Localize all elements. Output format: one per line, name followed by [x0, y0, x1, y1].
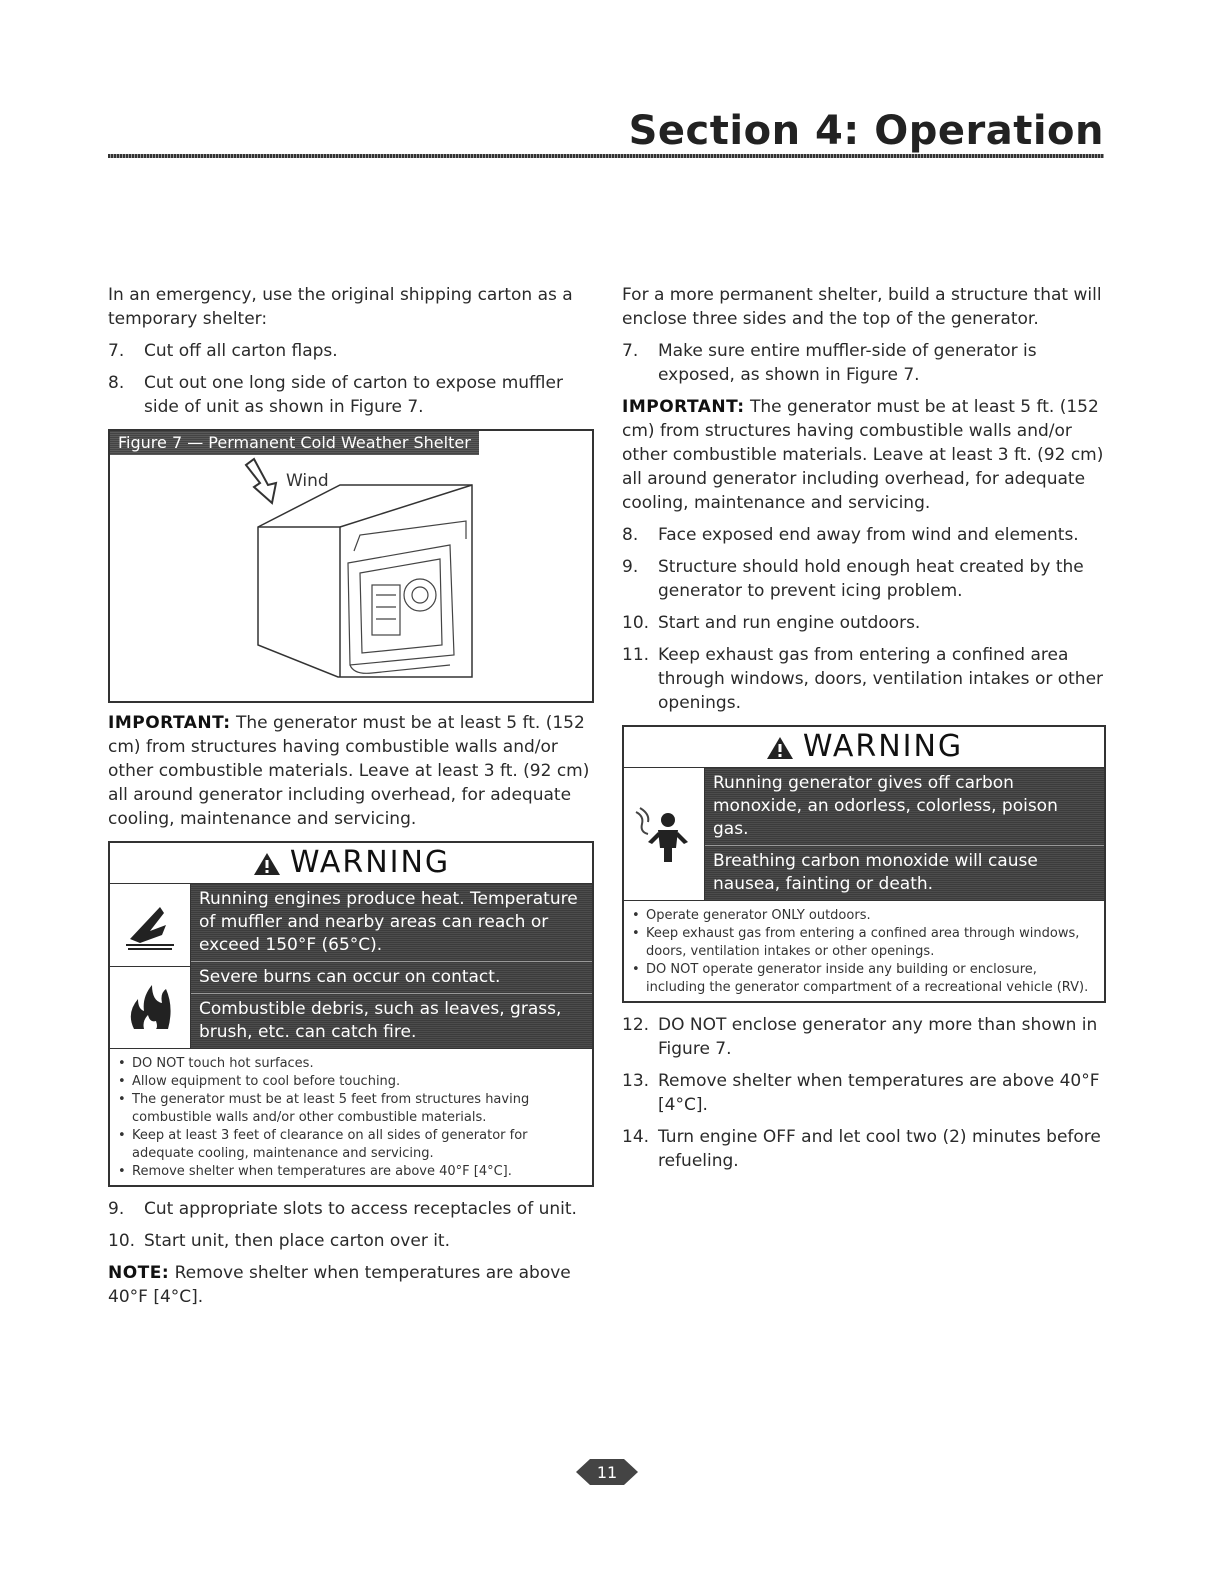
- step-text: Start unit, then place carton over it.: [144, 1231, 450, 1251]
- warning-icons: [110, 884, 191, 1048]
- step-number: 10.: [622, 613, 650, 633]
- step-text: Cut appropriate slots to access receptacles of unit.: [144, 1199, 577, 1219]
- note-text: Remove shelter when temperatures are above 40°F [4°C].: [108, 1263, 571, 1307]
- warning-message: Breathing carbon monoxide will cause nausea, fainting or death.: [705, 845, 1104, 900]
- hot-surface-icon: [110, 884, 190, 966]
- note: [108, 1261, 594, 1309]
- carbon-monoxide-warning-box: [622, 725, 1106, 1003]
- figure-7: [108, 429, 594, 703]
- list-item: [622, 555, 1106, 603]
- step-text: Structure should hold enough heat created by the generator to prevent icing problem.: [658, 557, 1084, 601]
- important-note: [108, 711, 594, 831]
- step-number: 9.: [622, 557, 639, 577]
- step-number: 10.: [108, 1231, 136, 1251]
- step-number: 11.: [622, 645, 650, 665]
- list-item: [622, 643, 1106, 715]
- step-text: Cut off all carton flaps.: [144, 341, 338, 361]
- step-text: Cut out one long side of carton to expose muffler side of unit as shown in Figure 7.: [144, 373, 563, 417]
- step-number: 8.: [622, 525, 639, 545]
- list-item: [622, 339, 1106, 387]
- warning-messages: [705, 768, 1104, 900]
- header-rule: [108, 154, 1104, 158]
- warning-messages: [191, 884, 592, 1048]
- important-text: The generator must be at least 5 ft. (152 cm) from structures having combustible walls and/or other combustible materials. Leave at least 3 ft. (92 cm) all around generator including overhead, for adequate cooling, maintenance and servicing.: [622, 397, 1104, 513]
- step-text: Keep exhaust gas from entering a confined area through windows, doors, ventilation intakes or other openings.: [658, 645, 1104, 713]
- important-label: IMPORTANT:: [108, 713, 231, 733]
- warning-message: Running generator gives off carbon monoxide, an odorless, colorless, poison gas.: [713, 773, 1058, 839]
- important-text: The generator must be at least 5 ft. (152 cm) from structures having combustible walls and/or other combustible materials. Leave at least 3 ft. (92 cm) all around generator including overhead, for adequate cooling, maintenance and servicing.: [108, 713, 590, 829]
- note-label: NOTE:: [108, 1263, 170, 1283]
- list-item: • Keep exhaust gas from entering a confined area through windows, doors, ventilation intakes or other openings.: [632, 925, 1096, 961]
- page-number: 11: [596, 1463, 618, 1482]
- warning-message: Running engines produce heat. Temperature of muffler and nearby areas can reach or exceed 150°F (65°C).: [199, 889, 578, 955]
- list-item: [108, 339, 594, 363]
- toxic-fumes-icon: [624, 768, 704, 900]
- page-number-badge: [576, 1459, 638, 1485]
- step-text: DO NOT enclose generator any more than shown in Figure 7.: [658, 1015, 1098, 1059]
- list-item: [108, 1229, 594, 1253]
- warning-bullets: [624, 901, 1104, 1001]
- left-intro: In an emergency, use the original shipping carton as a temporary shelter:: [108, 285, 573, 329]
- step-text: Face exposed end away from wind and elements.: [658, 525, 1079, 545]
- important-label: IMPORTANT:: [622, 397, 745, 417]
- list-item: • Operate generator ONLY outdoors.: [632, 907, 1096, 925]
- carton-shelter: [258, 485, 472, 677]
- warning-title: WARNING: [289, 845, 451, 880]
- step-number: 8.: [108, 373, 125, 393]
- warning-header: [110, 843, 592, 884]
- step-text: Remove shelter when temperatures are above 40°F [4°C].: [658, 1071, 1100, 1115]
- warning-message: Combustible debris, such as leaves, grass, brush, etc. can catch fire.: [191, 993, 592, 1048]
- step-number: 9.: [108, 1199, 125, 1219]
- left-column: [108, 283, 594, 1309]
- list-item: • Allow equipment to cool before touching.: [118, 1073, 584, 1091]
- step-number: 13.: [622, 1071, 650, 1091]
- section-title: Section 4: Operation: [628, 108, 1104, 154]
- list-item: [622, 1069, 1106, 1117]
- step-number: 7.: [622, 341, 639, 361]
- list-item: • The generator must be at least 5 feet from structures having combustible walls and/or other combustible materials.: [118, 1091, 584, 1127]
- warning-header: [624, 727, 1104, 768]
- figure-caption: Figure 7 — Permanent Cold Weather Shelter: [110, 431, 479, 455]
- list-item: [622, 1125, 1106, 1173]
- list-item: • Remove shelter when temperatures are above 40°F [4°C].: [118, 1163, 584, 1181]
- list-item: [108, 1197, 594, 1221]
- warning-triangle-icon: [765, 735, 795, 761]
- step-text: Start and run engine outdoors.: [658, 613, 921, 633]
- list-item: [622, 611, 1106, 635]
- heat-warning-box: [108, 841, 594, 1187]
- step-number: 14.: [622, 1127, 650, 1147]
- right-intro: For a more permanent shelter, build a structure that will enclose three sides and the top of the generator.: [622, 285, 1102, 329]
- shelter-illustration: [110, 455, 594, 699]
- fire-icon: [110, 966, 190, 1049]
- list-item: [108, 371, 594, 419]
- list-item: [622, 523, 1106, 547]
- right-column: [622, 283, 1106, 1173]
- warning-bullets: [110, 1049, 592, 1185]
- step-text: Make sure entire muffler-side of generator is exposed, as shown in Figure 7.: [658, 341, 1037, 385]
- warning-triangle-icon: [252, 851, 282, 877]
- warning-body: [624, 768, 1104, 901]
- step-text: Turn engine OFF and let cool two (2) minutes before refueling.: [658, 1127, 1101, 1171]
- list-item: • Keep at least 3 feet of clearance on all sides of generator for adequate cooling, maintenance and servicing.: [118, 1127, 584, 1163]
- warning-message: Severe burns can occur on contact.: [191, 961, 592, 993]
- list-item: • DO NOT operate generator inside any building or enclosure, including the generator compartment of a recreational vehicle (RV).: [632, 961, 1096, 997]
- list-item: [622, 1013, 1106, 1061]
- step-number: 7.: [108, 341, 125, 361]
- wind-label: Wind: [286, 471, 329, 491]
- warning-body: [110, 884, 592, 1049]
- step-number: 12.: [622, 1015, 650, 1035]
- list-item: • DO NOT touch hot surfaces.: [118, 1055, 584, 1073]
- warning-icons: [624, 768, 705, 900]
- important-note: [622, 395, 1106, 515]
- wind-arrow-icon: [246, 459, 276, 503]
- warning-title: WARNING: [802, 729, 964, 764]
